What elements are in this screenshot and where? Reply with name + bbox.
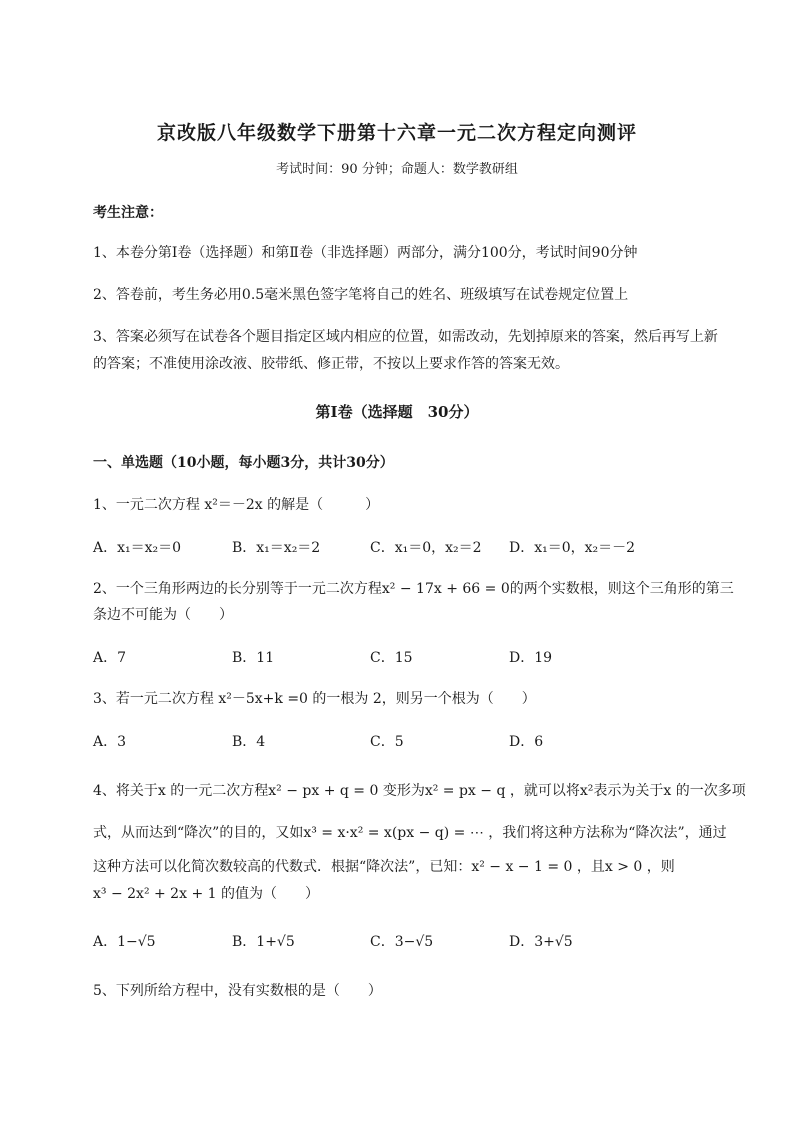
notice-item-1: 1、本卷分第Ⅰ卷（选择题）和第Ⅱ卷（非选择题）两部分，满分100分，考试时间90分钟 xyxy=(93,245,638,261)
notice-item-3: 3、答案必须写在试卷各个题目指定区域内相应的位置，如需改动，先划掉原来的答案，然后再写上新 xyxy=(93,329,718,345)
option-c: C．5 xyxy=(370,734,404,750)
question-1-stem: 1、一元二次方程 x²＝－2x 的解是（ ） xyxy=(93,497,380,513)
option-a: A．3 xyxy=(93,734,127,750)
option-b: B．11 xyxy=(232,650,275,666)
question-3-stem: 3、若一元二次方程 x²－5x+k =0 的一根为 2，则另一个根为（ ） xyxy=(93,691,536,707)
section-title: 第Ⅰ卷（选择题 30分） xyxy=(315,403,479,421)
page-title: 京改版八年级数学下册第十六章一元二次方程定向测评 xyxy=(156,122,637,144)
option-b: B．1+√5 xyxy=(232,934,295,950)
option-c: C．x₁＝0，x₂＝2 xyxy=(370,540,482,556)
option-b: B．x₁＝x₂＝2 xyxy=(232,540,321,556)
question-4-stem: 4、将关于x 的一元二次方程x² − px + q = 0 变形为x² = px − q ，就可以将x²表示为关于x 的一次多项 xyxy=(93,783,746,799)
question-4-stem-cont-3: x³ − 2x² + 2x + 1 的值为（ ） xyxy=(93,886,319,902)
question-5-stem: 5、下列所给方程中，没有实数根的是（ ） xyxy=(93,983,382,999)
option-d: D．19 xyxy=(509,650,553,666)
option-d: D．6 xyxy=(509,734,544,750)
question-4-stem-cont-1: 式，从而达到“降次”的目的，又如x³ = x·x² = x(px − q) = ⋯ ，我们将这种方法称为“降次法”，通过 xyxy=(93,825,727,841)
notice-item-3-cont: 的答案；不准使用涂改液、胶带纸、修正带，不按以上要求作答的答案无效。 xyxy=(93,356,569,372)
option-a: A．x₁＝x₂＝0 xyxy=(93,540,182,556)
part-heading: 一、单选题（10小题，每小题3分，共计30分） xyxy=(93,455,394,471)
question-2-stem: 2、一个三角形两边的长分别等于一元二次方程x² − 17x + 66 = 0的两个实数根，则这个三角形的第三 xyxy=(93,581,734,597)
question-4-stem-cont-2: 这种方法可以化简次数较高的代数式．根据“降次法”，已知：x² − x − 1 = 0 ，且x > 0 ，则 xyxy=(93,859,675,875)
option-c: C．3−√5 xyxy=(370,934,434,950)
option-a: A．1−√5 xyxy=(93,934,156,950)
option-b: B．4 xyxy=(232,734,266,750)
option-a: A．7 xyxy=(93,650,127,666)
option-d: D．3+√5 xyxy=(509,934,573,950)
option-d: D．x₁＝0，x₂＝－2 xyxy=(509,540,636,556)
notice-heading: 考生注意： xyxy=(93,205,163,221)
option-c: C．15 xyxy=(370,650,413,666)
question-2-stem-cont: 条边不可能为（ ） xyxy=(93,607,233,623)
page-subtitle: 考试时间：90 分钟；命题人：数学教研组 xyxy=(276,162,518,177)
notice-item-2: 2、答卷前，考生务必用0.5毫米黑色签字笔将自己的姓名、班级填写在试卷规定位置上 xyxy=(93,287,629,303)
